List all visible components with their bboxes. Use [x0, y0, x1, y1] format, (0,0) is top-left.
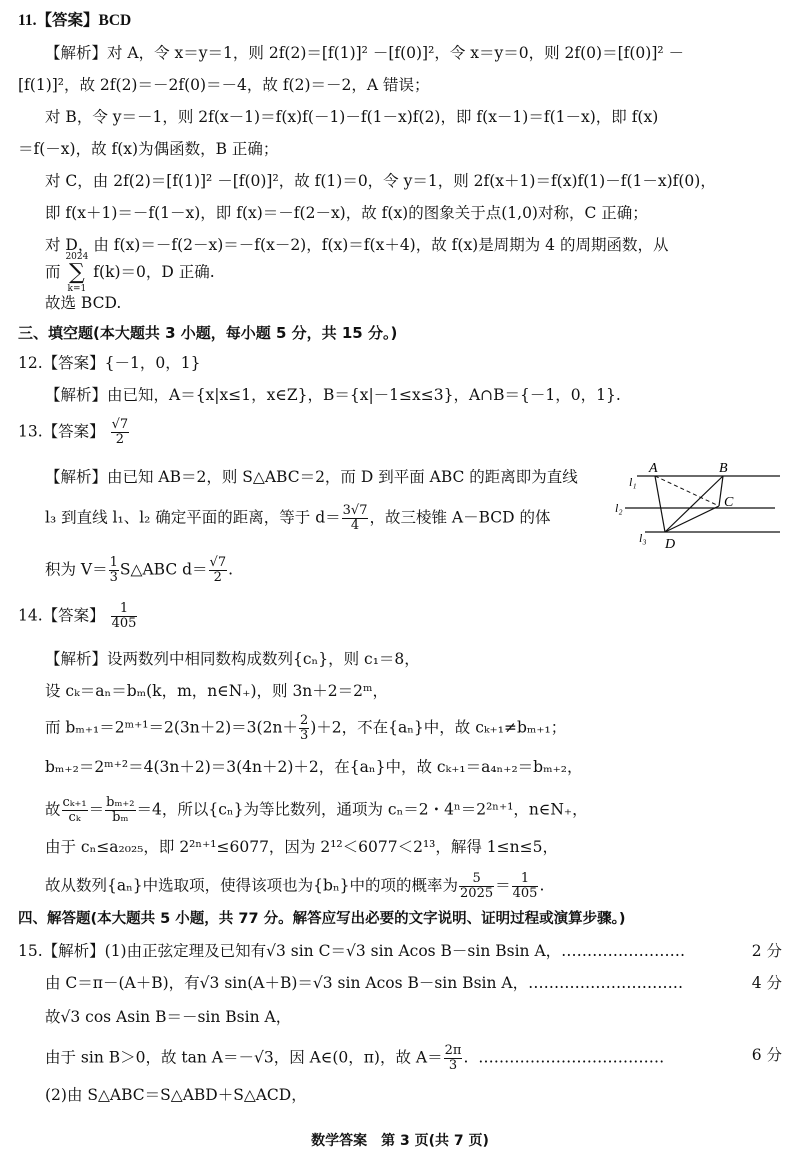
- q13-line-3: 积为 V＝ $\frac{1}{3}$ S△ABC d＝ $\frac{√7}{2}$ .: [45, 555, 234, 585]
- q15-line-5: (2)由 S△ABC＝S△ABD＋S△ACD，: [45, 1086, 307, 1104]
- q11-line-9: 故选 BCD.: [45, 294, 122, 312]
- tetrahedron-figure: [615, 458, 785, 553]
- point-a-label: A: [649, 461, 658, 476]
- line-l3-label: l₃: [639, 531, 647, 545]
- q11-line-4: ＝f(－x)，故 f(x)为偶函数，B 正确；: [18, 140, 279, 158]
- q15-score-1: 2 分: [751, 942, 782, 960]
- q14-line-5: 故 $\frac{\text{cₖ₊₁}}{\text{cₖ}}$ ＝ $\frac{\text{bₘ₊₂}}{\text{bₘ}}$ ＝4，所以{cₙ}为等比数列，通项为 cₙ＝2・4ⁿ＝2²ⁿ⁺¹，n∈N₊，: [45, 795, 588, 825]
- q13-line-1: 【解析】由已知 AB＝2，则 S△ABC＝2，而 D 到平面 ABC 的距离即为直线: [45, 468, 578, 486]
- q14-line-6: 由于 cₙ≤a₂₀₂₅，即 2²ⁿ⁺¹≤6077，因为 2¹²＜6077＜2¹³，解得 1≤n≤5，: [45, 838, 558, 856]
- page-footer: 数学答案 第 3 页(共 7 页): [311, 1133, 489, 1149]
- q15-line-4: 由于 sin B＞0，故 tan A＝－√3，因 A∈(0，π)，故 A＝ $\frac{2\pi}{3}$ . ………………………………: [45, 1043, 665, 1073]
- q11-line-2: [f(1)]²，故 2f(2)＝－2f(0)＝－4，故 f(2)＝－2，A 错误；: [18, 76, 430, 94]
- q15-line-3: 故√3 cos Asin B＝－sin Bsin A，: [45, 1008, 292, 1026]
- q11-line-7: 对 D，由 f(x)＝－f(2－x)＝－f(x－2)，f(x)＝f(x＋4)，故 f(x)是周期为 4 的周期函数，从: [45, 236, 669, 254]
- q15-line-2: 由 C＝π－(A＋B)，有√3 sin(A＋B)＝√3 sin Acos B－sin Bsin A，…………………………: [45, 974, 684, 992]
- q11-answer: 11.【答案】BCD: [18, 12, 132, 29]
- section-3-heading: 三、填空题(本大题共 3 小题，每小题 5 分，共 15 分。): [18, 324, 398, 342]
- q11-line-6: 即 f(x＋1)＝－f(1－x)，即 f(x)＝－f(2－x)，故 f(x)的图象关于点(1,0)对称，C 正确；: [45, 204, 648, 222]
- summation-symbol: 2024 ∑ k=1: [65, 252, 89, 294]
- q12-line-1: 【解析】由已知，A＝{x|x≤1，x∈Z}，B＝{x|－1≤x≤3}，A∩B＝{－1，0，1}.: [45, 386, 621, 404]
- q14-line-4: bₘ₊₂＝2ᵐ⁺²＝4(3n＋2)＝3(4n＋2)＋2，在{aₙ}中，故 cₖ₊₁＝a₄ₙ₊₂＝bₘ₊₂，: [45, 758, 583, 776]
- q11-line-3: 对 B，令 y＝－1，则 2f(x－1)＝f(x)f(－1)－f(1－x)f(2)，即 f(x－1)＝f(1－x)，即 f(x): [45, 108, 659, 126]
- line-l2-label: l₂: [615, 501, 623, 515]
- q15-score-3: 6 分: [751, 1046, 782, 1064]
- q15-score-2: 4 分: [751, 974, 782, 992]
- q14-line-1: 【解析】设两数列中相同数构成数列{cₙ}，则 c₁＝8，: [45, 650, 420, 668]
- q11-line-8: 而 2024 ∑ k=1 f(k)＝0，D 正确.: [45, 252, 215, 294]
- q11-line-1: 【解析】对 A，令 x＝y＝1，则 2f(2)＝[f(1)]² －[f(0)]²，令 x＝y＝0，则 2f(0)＝[f(0)]² －: [45, 44, 685, 62]
- q11-line-5: 对 C，由 2f(2)＝[f(1)]² －[f(0)]²，故 f(1)＝0，令 y＝1，则 2f(x＋1)＝f(x)f(1)－f(1－x)f(0)，: [45, 172, 716, 190]
- q15-line-1: 15.【解析】(1)由正弦定理及已知有√3 sin C＝√3 sin Acos B－sin Bsin A，……………………: [18, 942, 686, 960]
- point-b-label: B: [719, 461, 728, 476]
- q14-answer: 14.【答案】 $\frac{1}{405}$: [18, 601, 137, 631]
- q13-answer-fraction: $\frac{√7}{2}$: [111, 417, 129, 447]
- q14-line-7: 故从数列{aₙ}中选取项，使得该项也为{bₙ}中的项的概率为 $\frac{5}{2025}$ ＝ $\frac{1}{405}$ .: [45, 871, 545, 901]
- q14-answer-fraction: $\frac{1}{405}$: [111, 601, 137, 631]
- q13-answer: 13.【答案】 $\frac{√7}{2}$: [18, 417, 129, 447]
- line-l1-label: l₁: [629, 475, 637, 489]
- q14-line-2: 设 cₖ＝aₙ＝bₘ(k，m，n∈N₊)，则 3n＋2＝2ᵐ，: [45, 682, 389, 700]
- point-d-label: D: [665, 537, 676, 552]
- q14-line-3: 而 bₘ₊₁＝2ᵐ⁺¹＝2(3n＋2)＝3(2n＋ $\frac{2}{3}$ )＋2，不在{aₙ}中，故 cₖ₊₁≠bₘ₊₁；: [45, 713, 567, 743]
- section-4-heading: 四、解答题(本大题共 5 小题，共 77 分。解答应写出必要的文字说明、证明过程或演算步骤。): [18, 911, 626, 927]
- q13-line-2: l₃ 到直线 l₁、l₂ 确定平面的距离，等于 d＝ $\frac{3√7}{4}$ ，故三棱锥 A－BCD 的体: [45, 503, 551, 533]
- q12-answer: 12.【答案】{－1，0，1}: [18, 354, 201, 372]
- point-c-label: C: [724, 495, 734, 510]
